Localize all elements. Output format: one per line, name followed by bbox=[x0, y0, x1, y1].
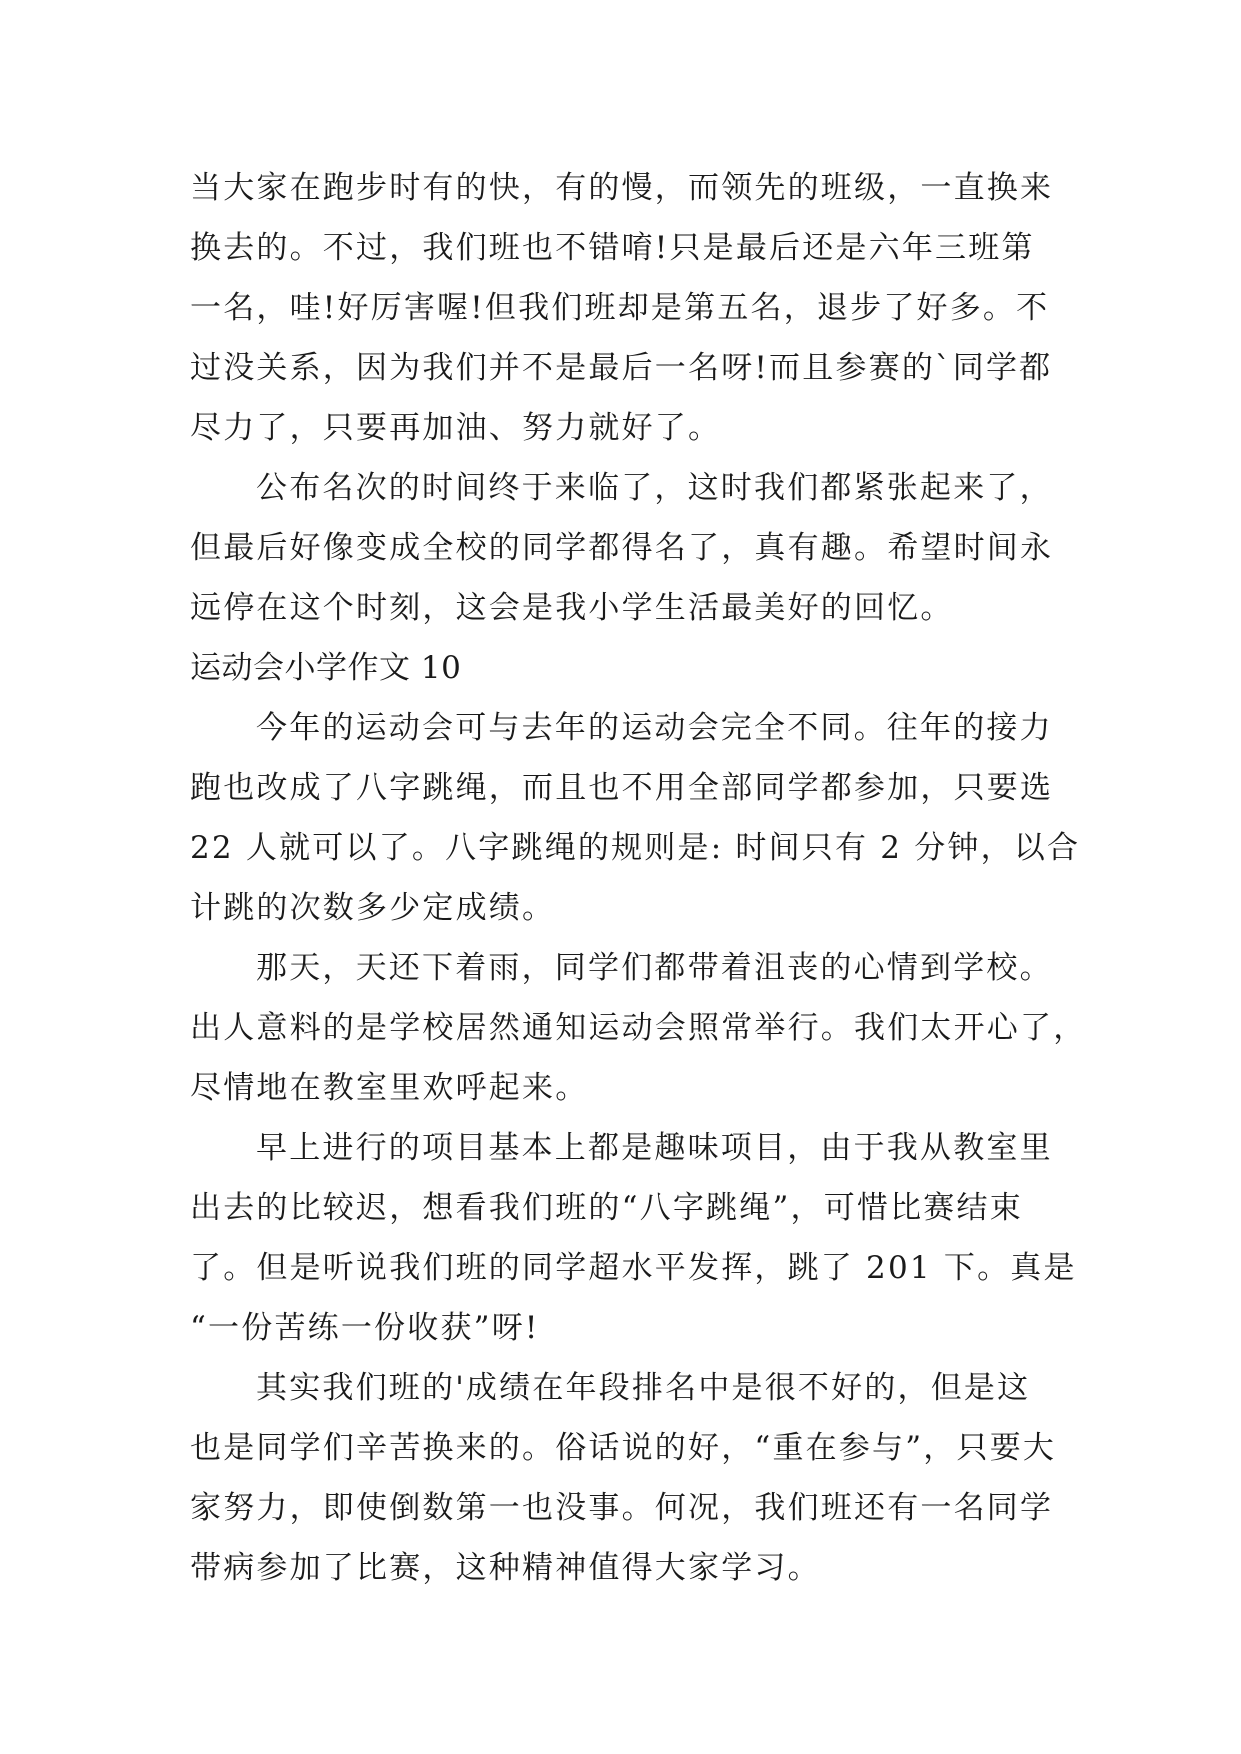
paragraph-first-line: 今年的运动会可与去年的运动会完全不同。往年的接力 bbox=[256, 710, 1053, 746]
text-line: 尽情地在教室里欢呼起来。 bbox=[190, 1070, 589, 1106]
paragraph-first-line: 公布名次的时间终于来临了，这时我们都紧张起来了， bbox=[256, 470, 1053, 506]
text-line: 出去的比较迟，想看我们班的“八字跳绳”，可惜比赛结束 bbox=[190, 1190, 1023, 1226]
text-line: 但最后好像变成全校的同学都得名了，真有趣。希望时间永 bbox=[190, 530, 1054, 566]
paragraph-first-line: 其实我们班的'成绩在年段排名中是很不好的，但是这 bbox=[256, 1370, 1031, 1406]
text-line: 远停在这个时刻，这会是我小学生活最美好的回忆。 bbox=[190, 590, 954, 626]
text-line: “一份苦练一份收获”呀! bbox=[190, 1310, 540, 1346]
text-line: 一名，哇!好厉害喔!但我们班却是第五名，退步了好多。不 bbox=[190, 290, 1050, 326]
text-line: 带病参加了比赛，这种精神值得大家学习。 bbox=[190, 1550, 821, 1586]
text-line: 家努力，即使倒数第一也没事。何况，我们班还有一名同学 bbox=[190, 1490, 1054, 1526]
text-line: 22 人就可以了。八字跳绳的规则是: 时间只有 2 分钟，以合 bbox=[190, 830, 1081, 866]
text-line: 也是同学们辛苦换来的。俗话说的好，“重在参与”，只要大 bbox=[190, 1430, 1057, 1466]
text-line: 计跳的次数多少定成绩。 bbox=[190, 890, 556, 926]
text-line: 出人意料的是学校居然通知运动会照常举行。我们太开心了， bbox=[190, 1010, 1087, 1046]
text-line: 尽力了，只要再加油、努力就好了。 bbox=[190, 410, 722, 446]
paragraph-first-line: 早上进行的项目基本上都是趣味项目，由于我从教室里 bbox=[256, 1130, 1053, 1166]
text-line: 跑也改成了八字跳绳，而且也不用全部同学都参加，只要选 bbox=[190, 770, 1054, 806]
section-heading: 运动会小学作文 10 bbox=[190, 650, 462, 686]
document-body bbox=[190, 158, 1087, 1598]
paragraph-first-line: 那天，天还下着雨，同学们都带着沮丧的心情到学校。 bbox=[256, 950, 1053, 986]
text-line: 了。但是听说我们班的同学超水平发挥，跳了 201 下。真是 bbox=[190, 1250, 1077, 1286]
text-line: 过没关系，因为我们并不是最后一名呀!而且参赛的`同学都 bbox=[190, 350, 1053, 386]
text-line: 换去的。不过，我们班也不错唷!只是最后还是六年三班第 bbox=[190, 230, 1035, 266]
text-line: 当大家在跑步时有的快，有的慢，而领先的班级，一直换来 bbox=[190, 170, 1054, 206]
